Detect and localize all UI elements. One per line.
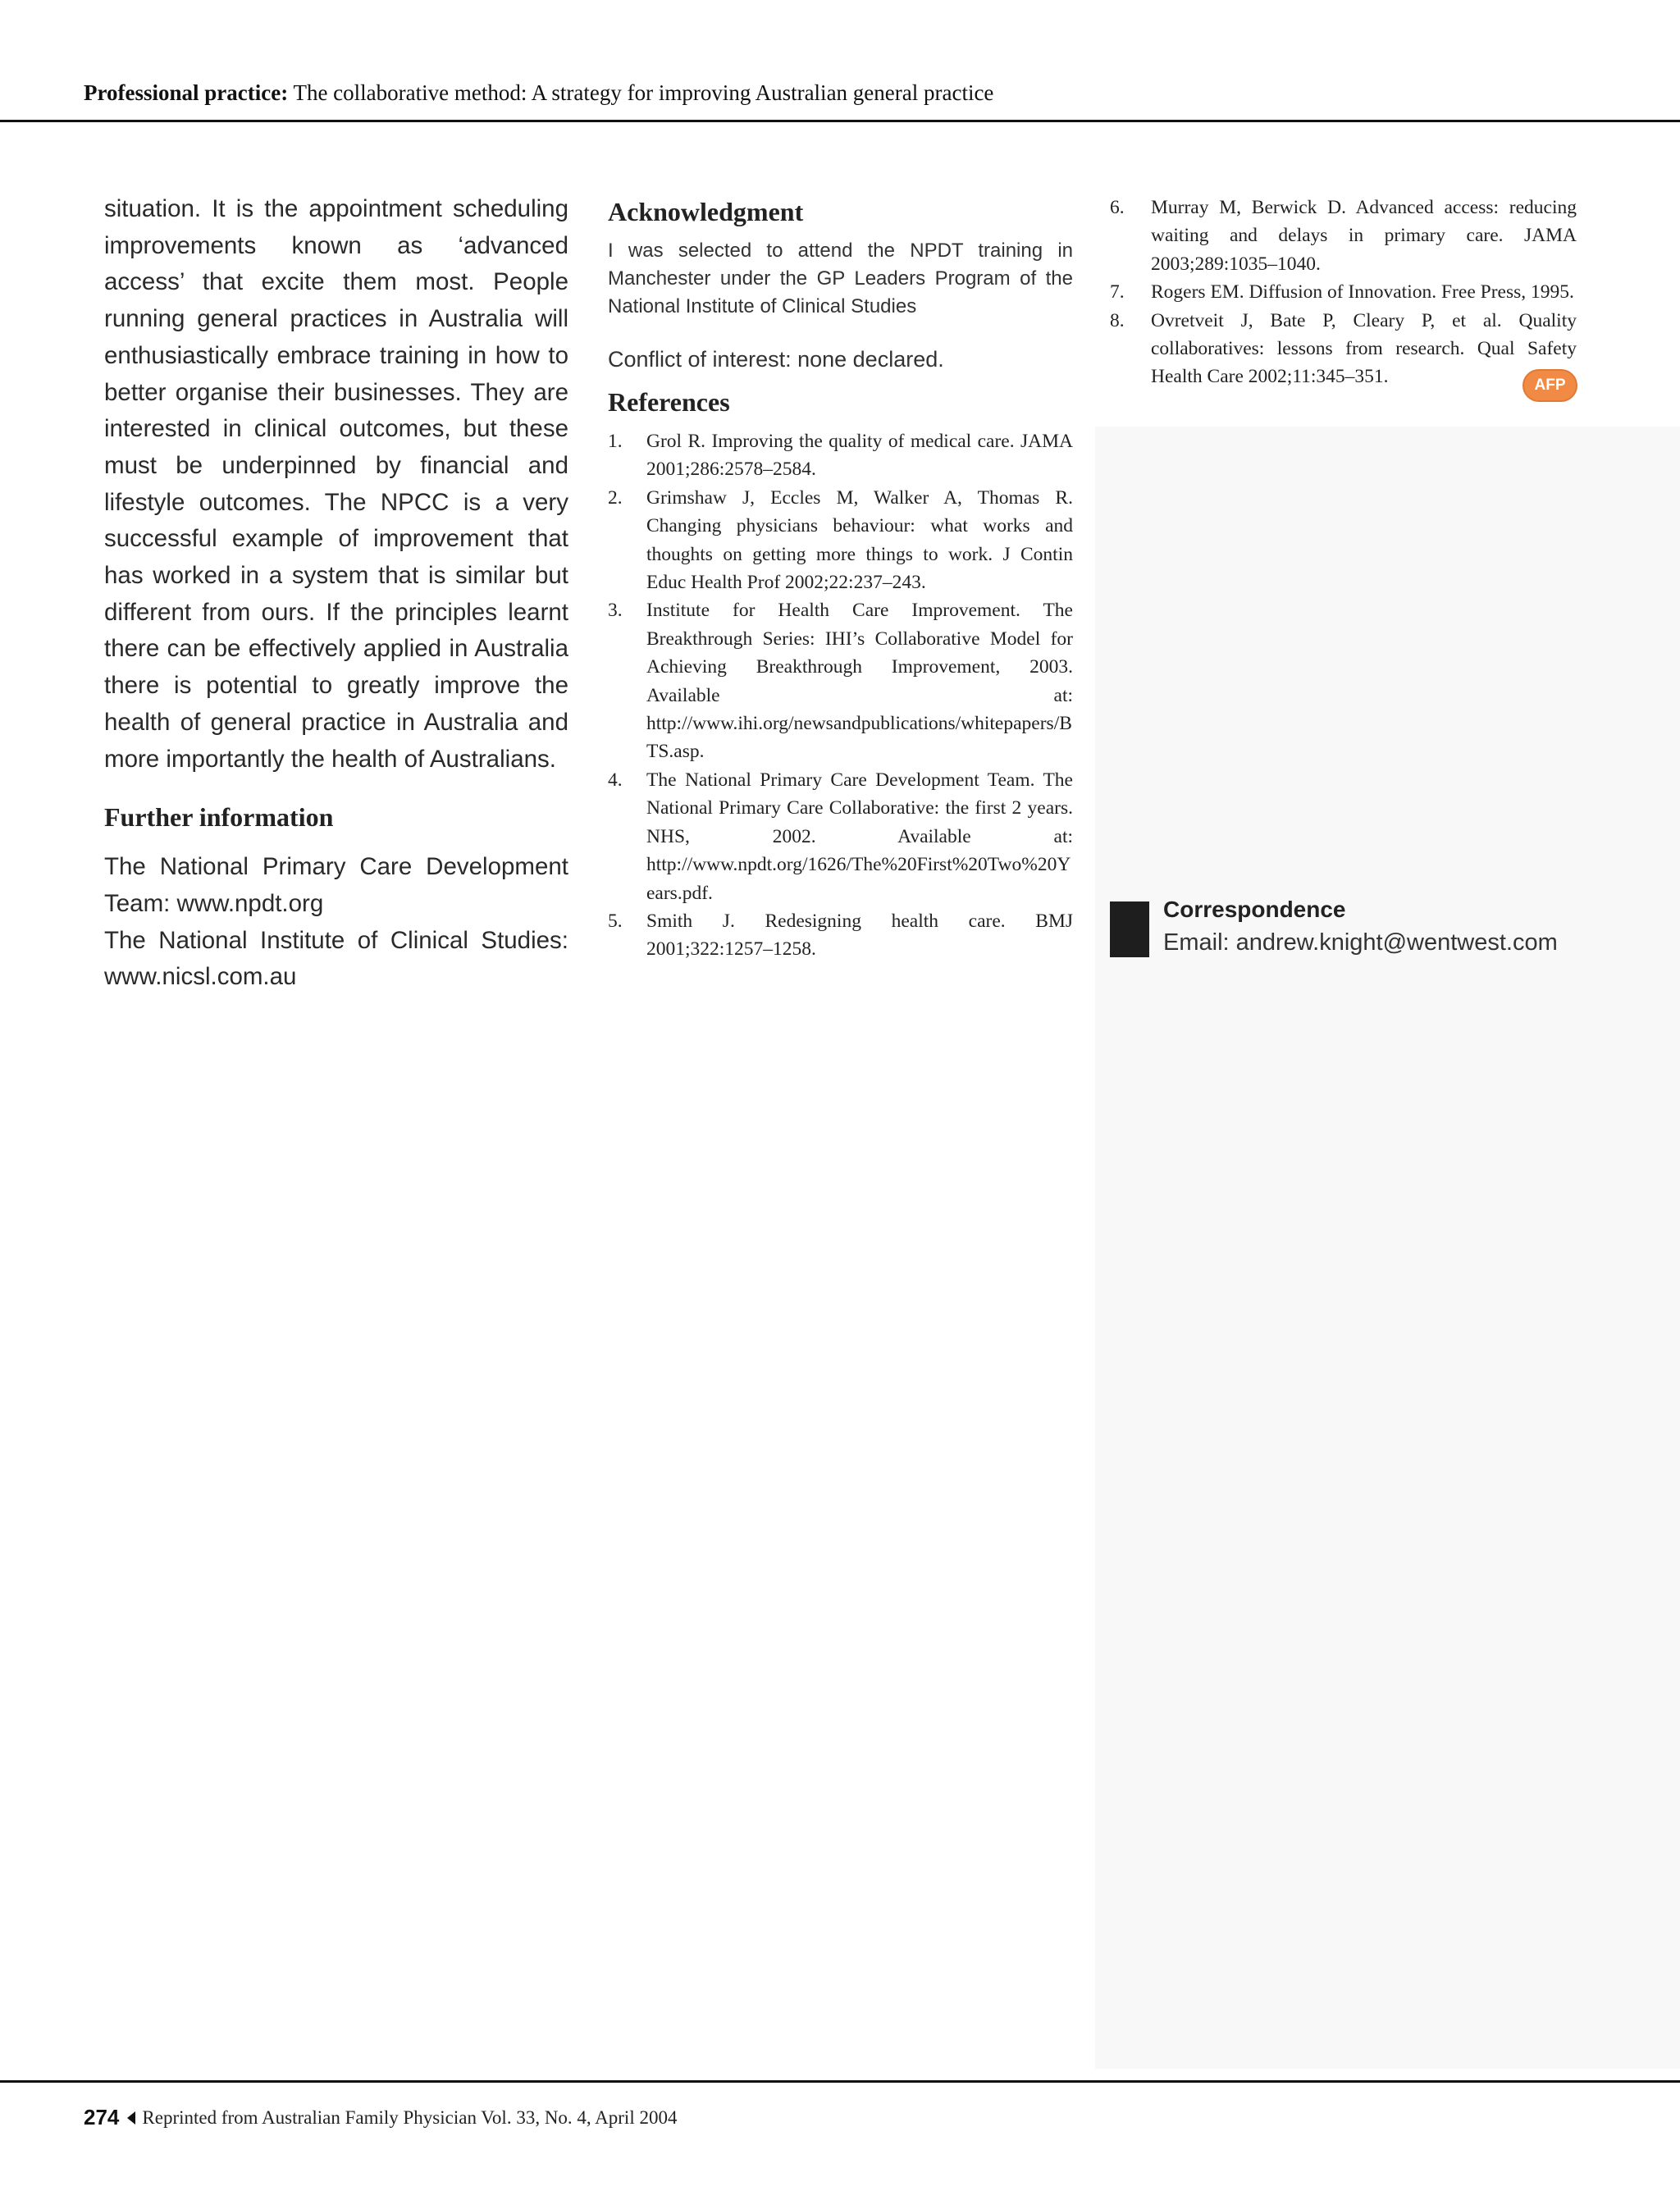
acknowledgment-text: I was selected to attend the NPDT training in Manchester under the GP Leaders Program of the National Institute of Clinical Studies (608, 240, 1073, 317)
reference-number: 8. (1110, 309, 1125, 331)
reference-text: Grol R. Improving the quality of medical care. JAMA 2001;286:2578–2584. (646, 431, 1073, 481)
column-references-continued (1110, 189, 1577, 391)
header-rule (0, 120, 1680, 122)
further-info-nicsl: The National Institute of Clinical Studies: www.nicsl.com.au (104, 926, 568, 991)
reference-number: 6. (1110, 197, 1125, 218)
references-heading: References (608, 387, 730, 417)
reference-number: 2. (608, 486, 623, 509)
reference-number: 4. (608, 769, 623, 791)
reference-list (608, 427, 1073, 964)
reference-text: Murray M, Berwick D. Advanced access: reducing waiting and delays in primary care. JAMA 2003;289:1035–1040. (1151, 197, 1577, 275)
reference-text: Smith J. Redesigning health care. BMJ 2001;322:1257–1258. (646, 910, 1073, 961)
header-title: The collaborative method: A strategy for improving Australian general practice (293, 80, 994, 105)
header-section: Professional practice: (84, 80, 289, 105)
reference-number: 3. (608, 600, 623, 622)
correspondence-marker (1110, 901, 1149, 957)
conflict-of-interest: Conflict of interest: none declared. (608, 347, 944, 372)
reference-number: 5. (608, 910, 623, 932)
reference-number: 1. (608, 431, 623, 452)
correspondence-heading: Correspondence (1163, 897, 1346, 922)
reference-item (608, 766, 1073, 907)
reference-text: Grimshaw J, Eccles M, Walker A, Thomas R. Changing physicians behaviour: what works and thoughts on getting more things to work. J Contin Educ Health Prof 2002;22:237–243. (646, 486, 1073, 594)
reference-item (608, 427, 1073, 484)
reference-text: Ovretveit J, Bate P, Cleary P, et al. Quality collaboratives: lessons from research. Qual Safety Health Care 2002;11:345–351. (1151, 309, 1577, 388)
footer-citation: Reprinted from Australian Family Physician Vol. 33, No. 4, April 2004 (142, 2106, 678, 2128)
further-information-heading: Further information (104, 802, 334, 833)
reference-text: Institute for Health Care Improvement. The Breakthrough Series: IHI’s Collaborative Model for Achieving Breakthrough Improvement, 2003. Available at: http://www.ihi.org/newsandpublications/whitepapers/BTS.asp. (646, 600, 1073, 763)
page-number: 274 (84, 2105, 120, 2129)
column-acknowledgment-references (608, 197, 1073, 964)
reference-number: 7. (1110, 281, 1125, 304)
reference-item (1110, 278, 1577, 306)
body-paragraph: situation. It is the appointment scheduling improvements known as ‘advanced access’ that excite them most. People running general practices in Australia will enthusiastically embrace training in how to better organise their businesses. They are interested in clinical outcomes, but these must be underpinned by financial and lifestyle outcomes. The NPCC is a very successful example of improvement that has worked in a system that is similar but different from ours. If the principles learnt there can be effectively applied in Australia there is potential to greatly improve the health of general practice in Australia and more importantly the health of Australians. (104, 195, 568, 773)
running-header (84, 80, 993, 106)
reference-item (608, 907, 1073, 964)
triangle-left-icon (127, 2111, 135, 2125)
column-main-text (104, 191, 568, 996)
reference-list-continued (1110, 194, 1577, 391)
afp-badge: AFP (1522, 369, 1577, 402)
reference-text: The National Primary Care Development Team. The National Primary Care Collaborative: the first 2 years. NHS, 2002. Available at: http://www.npdt.org/1626/The%20First%20Two%20Years.pdf. (646, 769, 1073, 904)
correspondence-block (1163, 897, 1558, 956)
page-footer (84, 2105, 677, 2130)
reference-item (1110, 307, 1577, 391)
acknowledgment-heading: Acknowledgment (608, 197, 804, 226)
further-info-npdt: The National Primary Care Development Team: www.npdt.org (104, 853, 568, 917)
reference-item (608, 596, 1073, 765)
reference-text: Rogers EM. Diffusion of Innovation. Free Press, 1995. (1151, 281, 1574, 304)
side-panel-background (1095, 427, 1680, 2069)
reference-item (608, 484, 1073, 597)
correspondence-email: Email: andrew.knight@wentwest.com (1163, 929, 1558, 956)
reference-item (1110, 194, 1577, 278)
footer-rule (0, 2080, 1680, 2083)
